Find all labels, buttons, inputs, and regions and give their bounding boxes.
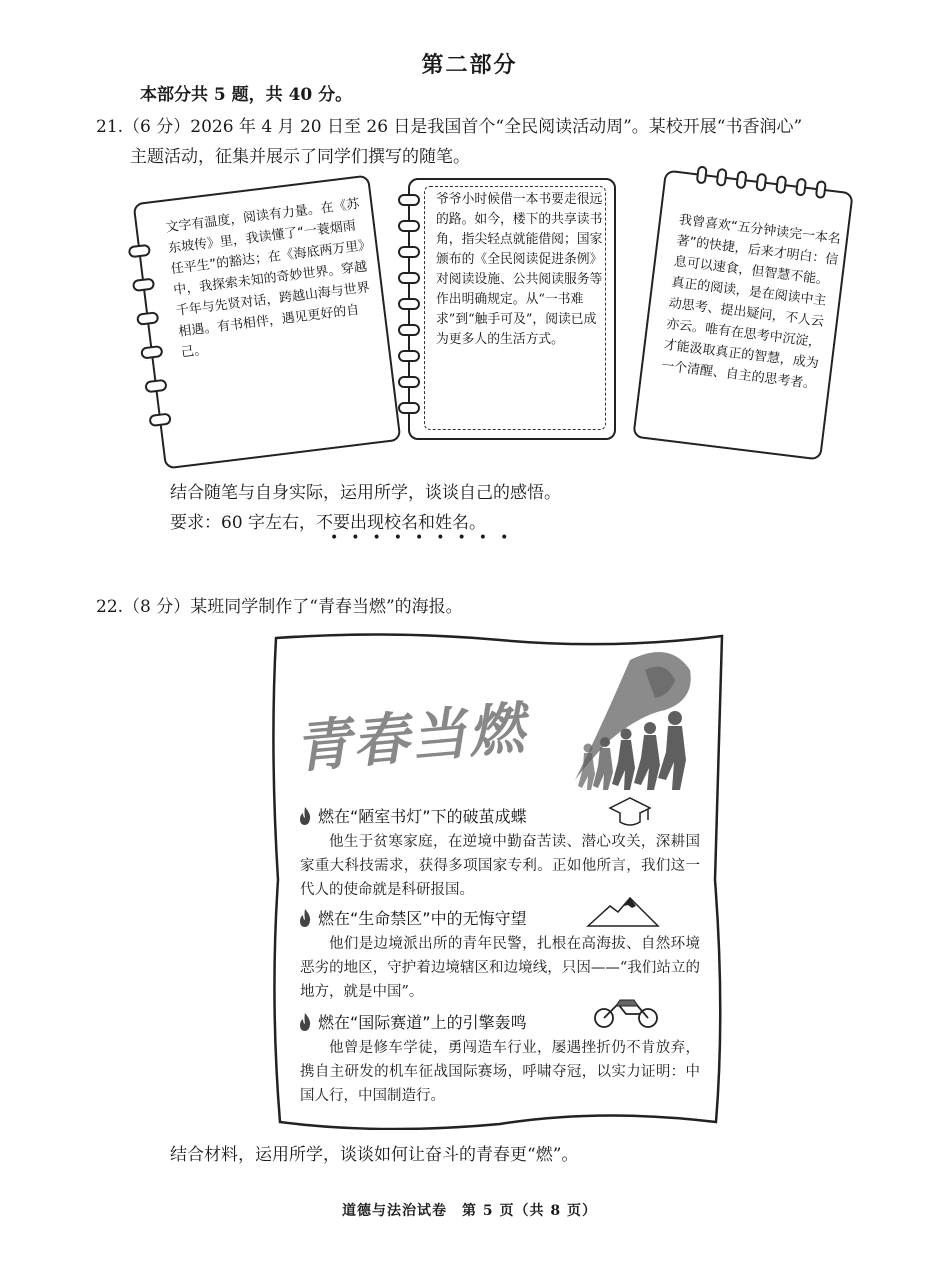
poster-title: 青春当燃	[292, 695, 529, 781]
poster-item-3-heading: 燃在“国际赛道”上的引擎轰鸣	[298, 1010, 527, 1033]
flame-icon	[298, 1013, 312, 1031]
ring-binding	[755, 173, 767, 192]
question-21-requirement: 要求：60 字左右，不要出现校名和姓名。	[170, 513, 487, 533]
flame-icon	[298, 909, 312, 927]
ring-binding	[398, 246, 420, 258]
ring-binding	[775, 175, 787, 194]
poster-item-2-text: 他们是边境派出所的青年民警，扎根在高海拔、自然环境恶劣的地区，守护着边境辖区和边境线，只因——“我们站立的地方，就是中国”。	[300, 936, 700, 1000]
emphasis-dots: •••••••••	[330, 530, 522, 546]
ring-binding	[398, 272, 420, 284]
poster-item-1-heading: 燃在“陋室书灯”下的破茧成蝶	[298, 804, 527, 827]
poster	[270, 630, 725, 1130]
ring-binding	[815, 180, 827, 199]
poster-item-2-heading: 燃在“生命禁区”中的无悔守望	[298, 906, 527, 929]
ring-binding	[398, 324, 420, 336]
essay-note-3-text: 我曾喜欢“五分钟读完一本名著”的快捷，后来才明白：信息可以速食，但智慧不能。真正的阅读，是在阅读中主动思考、提出疑问，不人云亦云。唯有在思考中沉淀，才能汲取真正的智慧，成为一个清醒、自主的思考者。	[660, 212, 842, 393]
ring-binding	[696, 165, 708, 184]
ring-binding	[795, 178, 807, 197]
ring-binding	[128, 244, 151, 259]
ring-binding	[398, 376, 420, 388]
page-footer: 道德与法治试卷 第 5 页（共 8 页）	[342, 1203, 597, 1219]
ring-binding	[136, 311, 159, 326]
flame-icon	[298, 807, 312, 825]
ring-binding	[398, 220, 420, 232]
ring-binding	[398, 194, 420, 206]
ring-binding	[140, 345, 163, 360]
ring-binding	[132, 277, 155, 292]
question-21-stem	[96, 112, 896, 172]
question-21-task: 结合随笔与自身实际，运用所学，谈谈自己的感悟。	[170, 483, 561, 503]
essay-note-3	[632, 169, 853, 460]
ring-binding	[735, 170, 747, 189]
section-title: 第二部分	[421, 52, 518, 78]
ring-binding	[144, 379, 167, 394]
question-21-line-2: 主题活动，征集并展示了同学们撰写的随笔。	[130, 147, 470, 167]
essay-note-1	[133, 174, 402, 469]
question-22-task: 结合材料，运用所学，谈谈如何让奋斗的青春更“燃”。	[170, 1145, 579, 1165]
ring-binding	[398, 298, 420, 310]
ring-binding	[716, 168, 728, 187]
ring-binding	[398, 350, 420, 362]
question-21-line-1: 21.（6 分）2026 年 4 月 20 日至 26 日是我国首个“全民阅读活动周”。某校开展“书香润心”	[96, 117, 803, 137]
ring-binding	[148, 412, 171, 427]
poster-item-3-text: 他曾是修车学徒，勇闯造车行业，屡遇挫折仍不肯放弃，携自主研发的机车征战国际赛场，呼啸夺冠，以实力证明：中国人行，中国制造行。	[300, 1040, 700, 1104]
essay-note-1-text: 文字有温度，阅读有力量。在《苏东坡传》里，我读懂了“一蓑烟雨任平生”的豁达；在《海底两万里》中，我探索未知的奇妙世界。穿越千年与先贤对话，跨越山海与世界相遇。有书相伴，遇见更好的自己。	[164, 196, 371, 361]
ring-binding	[398, 402, 420, 414]
essay-note-2	[408, 178, 616, 440]
part-note: 本部分共 5 题，共 40 分。	[140, 85, 353, 105]
poster-item-1-text: 他生于贫寒家庭，在逆境中勤奋苦读、潜心攻关，深耕国家重大科技需求，获得多项国家专利。正如他所言，我们这一代人的使命就是科研报国。	[300, 834, 700, 898]
essay-note-2-text: 爷爷小时候借一本书要走很远的路。如今，楼下的共享读书角，指尖轻点就能借阅；国家颁布的《全民阅读促进条例》对阅读设施、公共阅读服务等作出明确规定。从“一书难求”到“触手可及”，阅读已成为更多人的生活方式。	[436, 192, 603, 347]
question-22-stem: 22.（8 分）某班同学制作了“青春当燃”的海报。	[96, 597, 463, 617]
